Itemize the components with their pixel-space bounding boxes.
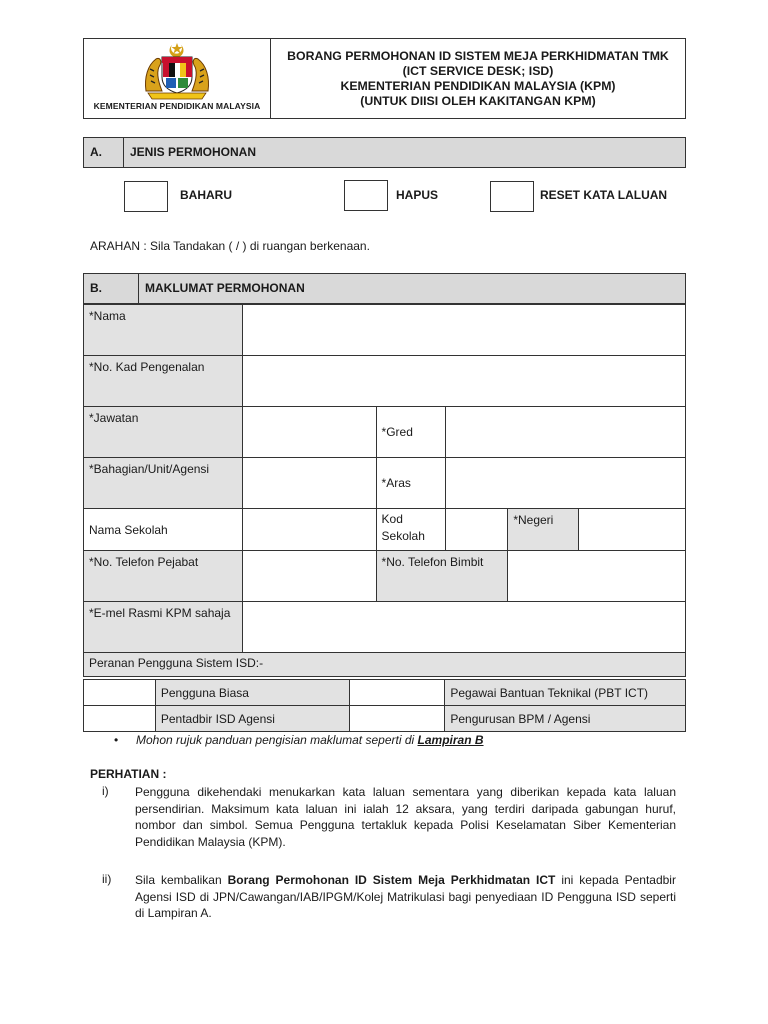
notice-2-bold: Borang Permohonan ID Sistem Meja Perkhidmatan ICT xyxy=(227,873,556,887)
form-header xyxy=(83,38,686,119)
section-b-title: MAKLUMAT PERMOHONAN xyxy=(145,281,305,295)
input-nama[interactable] xyxy=(242,305,685,356)
input-ic[interactable] xyxy=(242,356,685,407)
section-a-title: JENIS PERMOHONAN xyxy=(130,145,257,159)
label-peranan: Peranan Pengguna Sistem ISD:- xyxy=(84,653,686,677)
section-a-divider xyxy=(123,138,124,167)
input-tel-pejabat[interactable] xyxy=(242,551,376,602)
checkbox-hapus[interactable] xyxy=(344,180,388,211)
section-b-header xyxy=(83,273,686,304)
bullet-note-text: Mohon rujuk panduan pengisian maklumat seperti di xyxy=(136,733,415,747)
checkbox-pengurusan-bpm[interactable] xyxy=(349,706,445,732)
input-negeri[interactable] xyxy=(579,509,686,551)
notice-1-text: Pengguna dikehendaki menukarkan kata laluan sementara yang diberikan kepada kata laluan persendirian. Maksimum kata laluan ini ialah 12 aksara, yang terdiri daripada gabungan huruf, nombor dan simbol. Semua Pengguna tertakluk kepada Polisi Keselamatan Siber Kementerian Pendidikan Malaysia (KPM). xyxy=(135,785,676,849)
checkbox-reset-kata-laluan[interactable] xyxy=(490,181,534,212)
notice-2-text xyxy=(135,872,676,922)
label-tel-bimbit: *No. Telefon Bimbit xyxy=(376,551,508,602)
label-pentadbir-isd: Pentadbir ISD Agensi xyxy=(155,706,349,732)
label-reset-kata-laluan: RESET KATA LALUAN xyxy=(540,188,668,202)
label-kod-sekolah: Kod Sekolah xyxy=(376,509,446,551)
label-pengurusan-bpm: Pengurusan BPM / Agensi xyxy=(445,706,686,732)
input-emel[interactable] xyxy=(242,602,685,653)
label-negeri: *Negeri xyxy=(508,509,579,551)
title-line-4: (UNTUK DIISI OLEH KAKITANGAN KPM) xyxy=(360,93,596,108)
label-jawatan: *Jawatan xyxy=(84,407,243,458)
notice-2-post: ini kepada Pentadbir Agensi ISD di JPN/Cawangan/IAB/IPGM/Kolej Matrikulasi bagi penyediaan ID Pengguna ISD seperti di Lampiran A. xyxy=(135,873,676,920)
label-gred: *Gred xyxy=(376,407,446,458)
title-line-3: KEMENTERIAN PENDIDIKAN MALAYSIA (KPM) xyxy=(340,78,616,93)
checkbox-pbt-ict[interactable] xyxy=(349,680,445,706)
checkbox-pentadbir-isd[interactable] xyxy=(84,706,156,732)
input-kod-sekolah[interactable] xyxy=(446,509,508,551)
bullet-note xyxy=(114,733,484,747)
checkbox-baharu[interactable] xyxy=(124,181,168,212)
label-pbt-ict: Pegawai Bantuan Teknikal (PBT ICT) xyxy=(445,680,686,706)
input-bahagian[interactable] xyxy=(242,458,376,509)
label-pengguna-biasa: Pengguna Biasa xyxy=(155,680,349,706)
form-title xyxy=(271,39,685,118)
input-tel-bimbit[interactable] xyxy=(508,551,686,602)
label-tel-pejabat: *No. Telefon Pejabat xyxy=(84,551,243,602)
label-baharu: BAHARU xyxy=(180,188,232,202)
checkbox-pengguna-biasa[interactable] xyxy=(84,680,156,706)
section-a-code: A. xyxy=(90,145,102,159)
section-b-code: B. xyxy=(90,281,102,295)
title-line-2: (ICT SERVICE DESK; ISD) xyxy=(402,63,554,78)
logo-area xyxy=(84,39,271,118)
notice-2-pre: Sila kembalikan xyxy=(135,873,222,887)
role-table xyxy=(83,679,686,732)
label-emel: *E-mel Rasmi KPM sahaja xyxy=(84,602,243,653)
notice-1-number: i) xyxy=(102,784,109,798)
bullet-icon: • xyxy=(114,733,119,747)
lampiran-b-link[interactable]: Lampiran B xyxy=(417,733,484,747)
coat-of-arms-icon xyxy=(142,41,212,101)
label-aras: *Aras xyxy=(376,458,446,509)
title-line-1: BORANG PERMOHONAN ID SISTEM MEJA PERKHIDMATAN TMK xyxy=(287,48,669,63)
notice-2-number: ii) xyxy=(102,872,112,886)
label-ic: *No. Kad Pengenalan xyxy=(84,356,243,407)
input-nama-sekolah[interactable] xyxy=(242,509,376,551)
ministry-label: KEMENTERIAN PENDIDIKAN MALAYSIA xyxy=(93,101,261,111)
input-jawatan[interactable] xyxy=(242,407,376,458)
section-b-divider xyxy=(138,274,139,303)
label-nama: *Nama xyxy=(84,305,243,356)
section-a-header xyxy=(83,137,686,168)
label-bahagian: *Bahagian/Unit/Agensi xyxy=(84,458,243,509)
instruction-text: ARAHAN : Sila Tandakan ( / ) di ruangan berkenaan. xyxy=(90,239,370,253)
label-hapus: HAPUS xyxy=(396,188,439,202)
label-nama-sekolah: Nama Sekolah xyxy=(84,509,243,551)
applicant-info-table xyxy=(83,304,686,677)
input-gred[interactable] xyxy=(446,407,686,458)
notice-title: PERHATIAN : xyxy=(90,767,167,781)
input-aras[interactable] xyxy=(446,458,686,509)
